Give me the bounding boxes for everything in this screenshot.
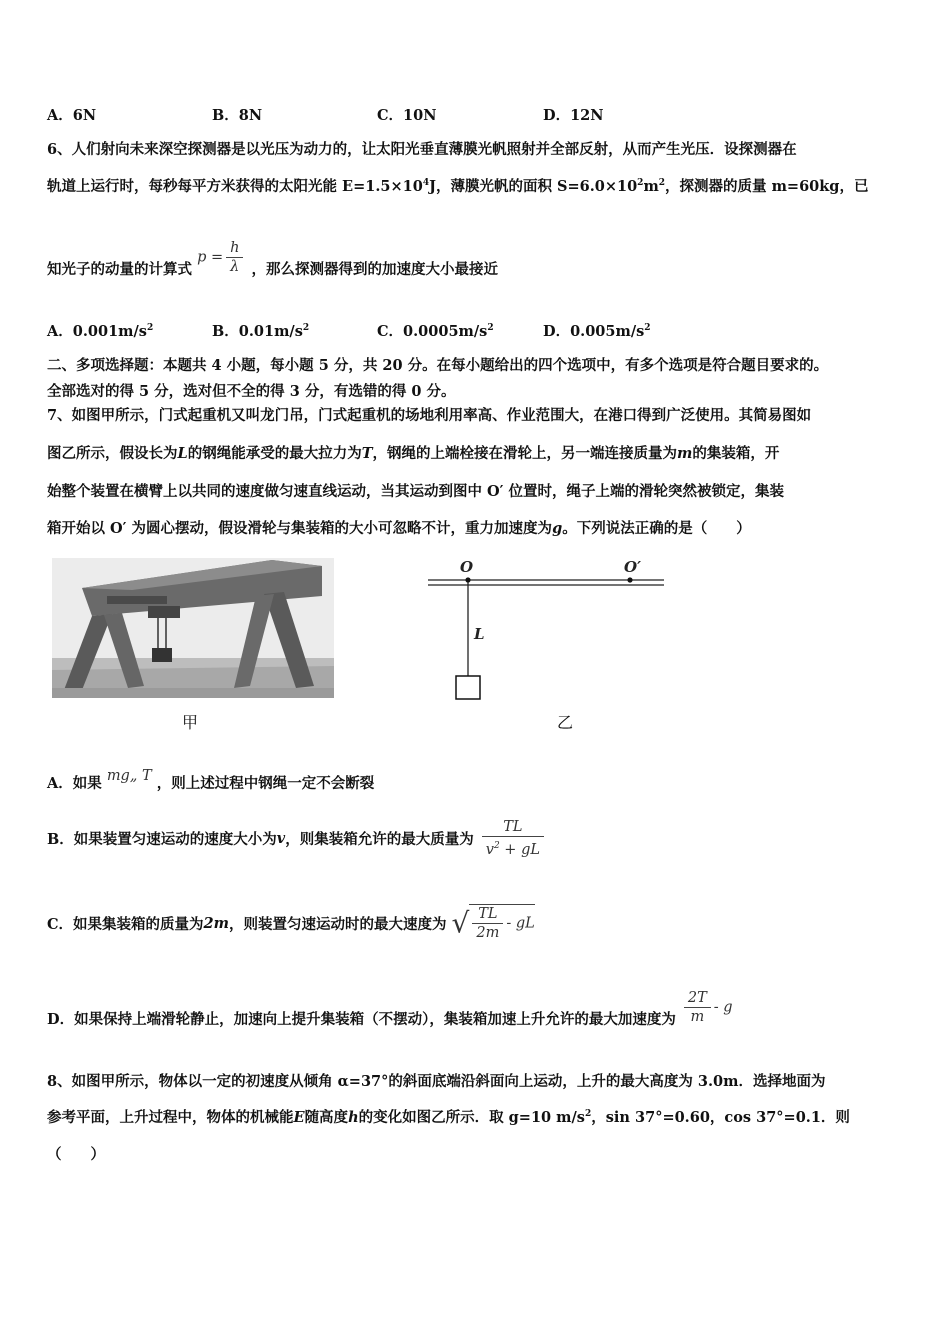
q7-option-c: C．如果集装箱的质量为2m，则装置匀速运动时的最大速度为 √ $\frac{TL}{2m}$ - gL [47, 906, 535, 941]
pulley-o-prime [627, 577, 632, 582]
container-box [456, 676, 480, 699]
q5-option-a: A．6N [47, 107, 97, 124]
q8-line2: 参考平面，上升过程中，物体的机械能E随高度h的变化如图乙所示．取 g=10 $m/s^2$，sin 37°=0.60，cos 37°=0.1．则 [47, 1109, 850, 1126]
q5-option-d: D．12N [543, 107, 604, 124]
pulley-o [465, 577, 470, 582]
caption-jia: 甲 [182, 713, 199, 732]
q7-option-b: B．如果装置匀速运动的速度大小为v，则集装箱允许的最大质量为 $\frac{TL}{v^2 + gL}$ [47, 818, 547, 859]
q5-option-c: C．10N [377, 107, 437, 124]
gantry-crane-photo [52, 558, 334, 698]
label-o-prime: O′ [624, 558, 642, 576]
q7-line3: 始整个装置在横臂上以共同的速度做匀速直线运动，当其运动到图中 O′ 位置时，绳子上端的滑轮突然被锁定，集装 [47, 483, 785, 500]
max-speed-formula: √ $\frac{TL}{2m}$ - gL [451, 906, 535, 941]
max-acceleration-formula: $\frac{2T}{m}$ - g [681, 989, 733, 1026]
q6-option-b: B．$0.01m/s^2$ [212, 323, 310, 340]
q6-line2: 轨道上运行时，每秒每平方米获得的太阳光能 $E=1.5\times 10^4J$，薄膜光帆的面积 $S=6.0\times 10^2m^2$，探测器的质量 m=60kg，已 [47, 178, 869, 195]
q7-line1: 7、如图甲所示，门式起重机又叫龙门吊，门式起重机的场地利用率高、作业范围大，在港口得到广泛使用。其简易图如 [47, 407, 812, 424]
pendulum-diagram [420, 556, 670, 706]
q8-line1: 8、如图甲所示，物体以一定的初速度从倾角 α=37°的斜面底端沿斜面向上运动，上升的最大高度为 3.0m．选择地面为 [47, 1073, 826, 1090]
section2-line2: 全部选对的得 5 分，选对但不全的得 3 分，有选错的得 0 分。 [47, 383, 456, 400]
section2-line1: 二、多项选择题：本题共 4 小题，每小题 5 分，共 20 分。在每小题给出的四个选项中，有多个选项是符合题目要求的。 [47, 357, 829, 374]
q7-line4: 箱开始以 O′ 为圆心摆动，假设滑轮与集装箱的大小可忽略不计，重力加速度为g。下列说法正确的是（ ） [47, 520, 751, 537]
label-l: L [474, 625, 485, 643]
q5-option-b: B．8N [212, 107, 263, 124]
q8-line3: （ ） [47, 1146, 105, 1163]
q7-option-a: A．如果 mg„ T ，则上述过程中钢绳一定不会断裂 [47, 767, 375, 792]
q7-option-d: D．如果保持上端滑轮静止，加速向上提升集装箱（不摆动），集装箱加速上升允许的最大加速度为 $\frac{2T}{m}$ - g [47, 990, 733, 1028]
q6-line1: 6、人们射向未来深空探测器是以光压为动力的，让太阳光垂直薄膜光帆照射并全部反射，从而产生光压．设探测器在 [47, 141, 797, 158]
caption-yi: 乙 [557, 713, 574, 732]
q6-option-a: A．$0.001m/s^2$ [47, 323, 154, 340]
q7-line2: 图乙所示，假设长为L的钢绳能承受的最大拉力为T，钢绳的上端栓接在滑轮上，另一端连接质量为m的集装箱，开 [47, 445, 780, 462]
q6-line3: 知光子的动量的计算式 p = $\frac{h}{\lambda}$ ，那么探测器得到的加速度大小最接近 [47, 240, 499, 278]
label-o: O [460, 558, 474, 576]
max-mass-formula: $\frac{TL}{v^2 + gL}$ [482, 818, 544, 859]
photon-momentum-formula: p = $\frac{h}{\lambda}$ [197, 239, 246, 276]
q6-option-d: D．$0.005m/s^2$ [543, 323, 651, 340]
gantry-crane-illustration [52, 558, 334, 698]
q6-option-c: C．$0.0005m/s^2$ [377, 323, 494, 340]
